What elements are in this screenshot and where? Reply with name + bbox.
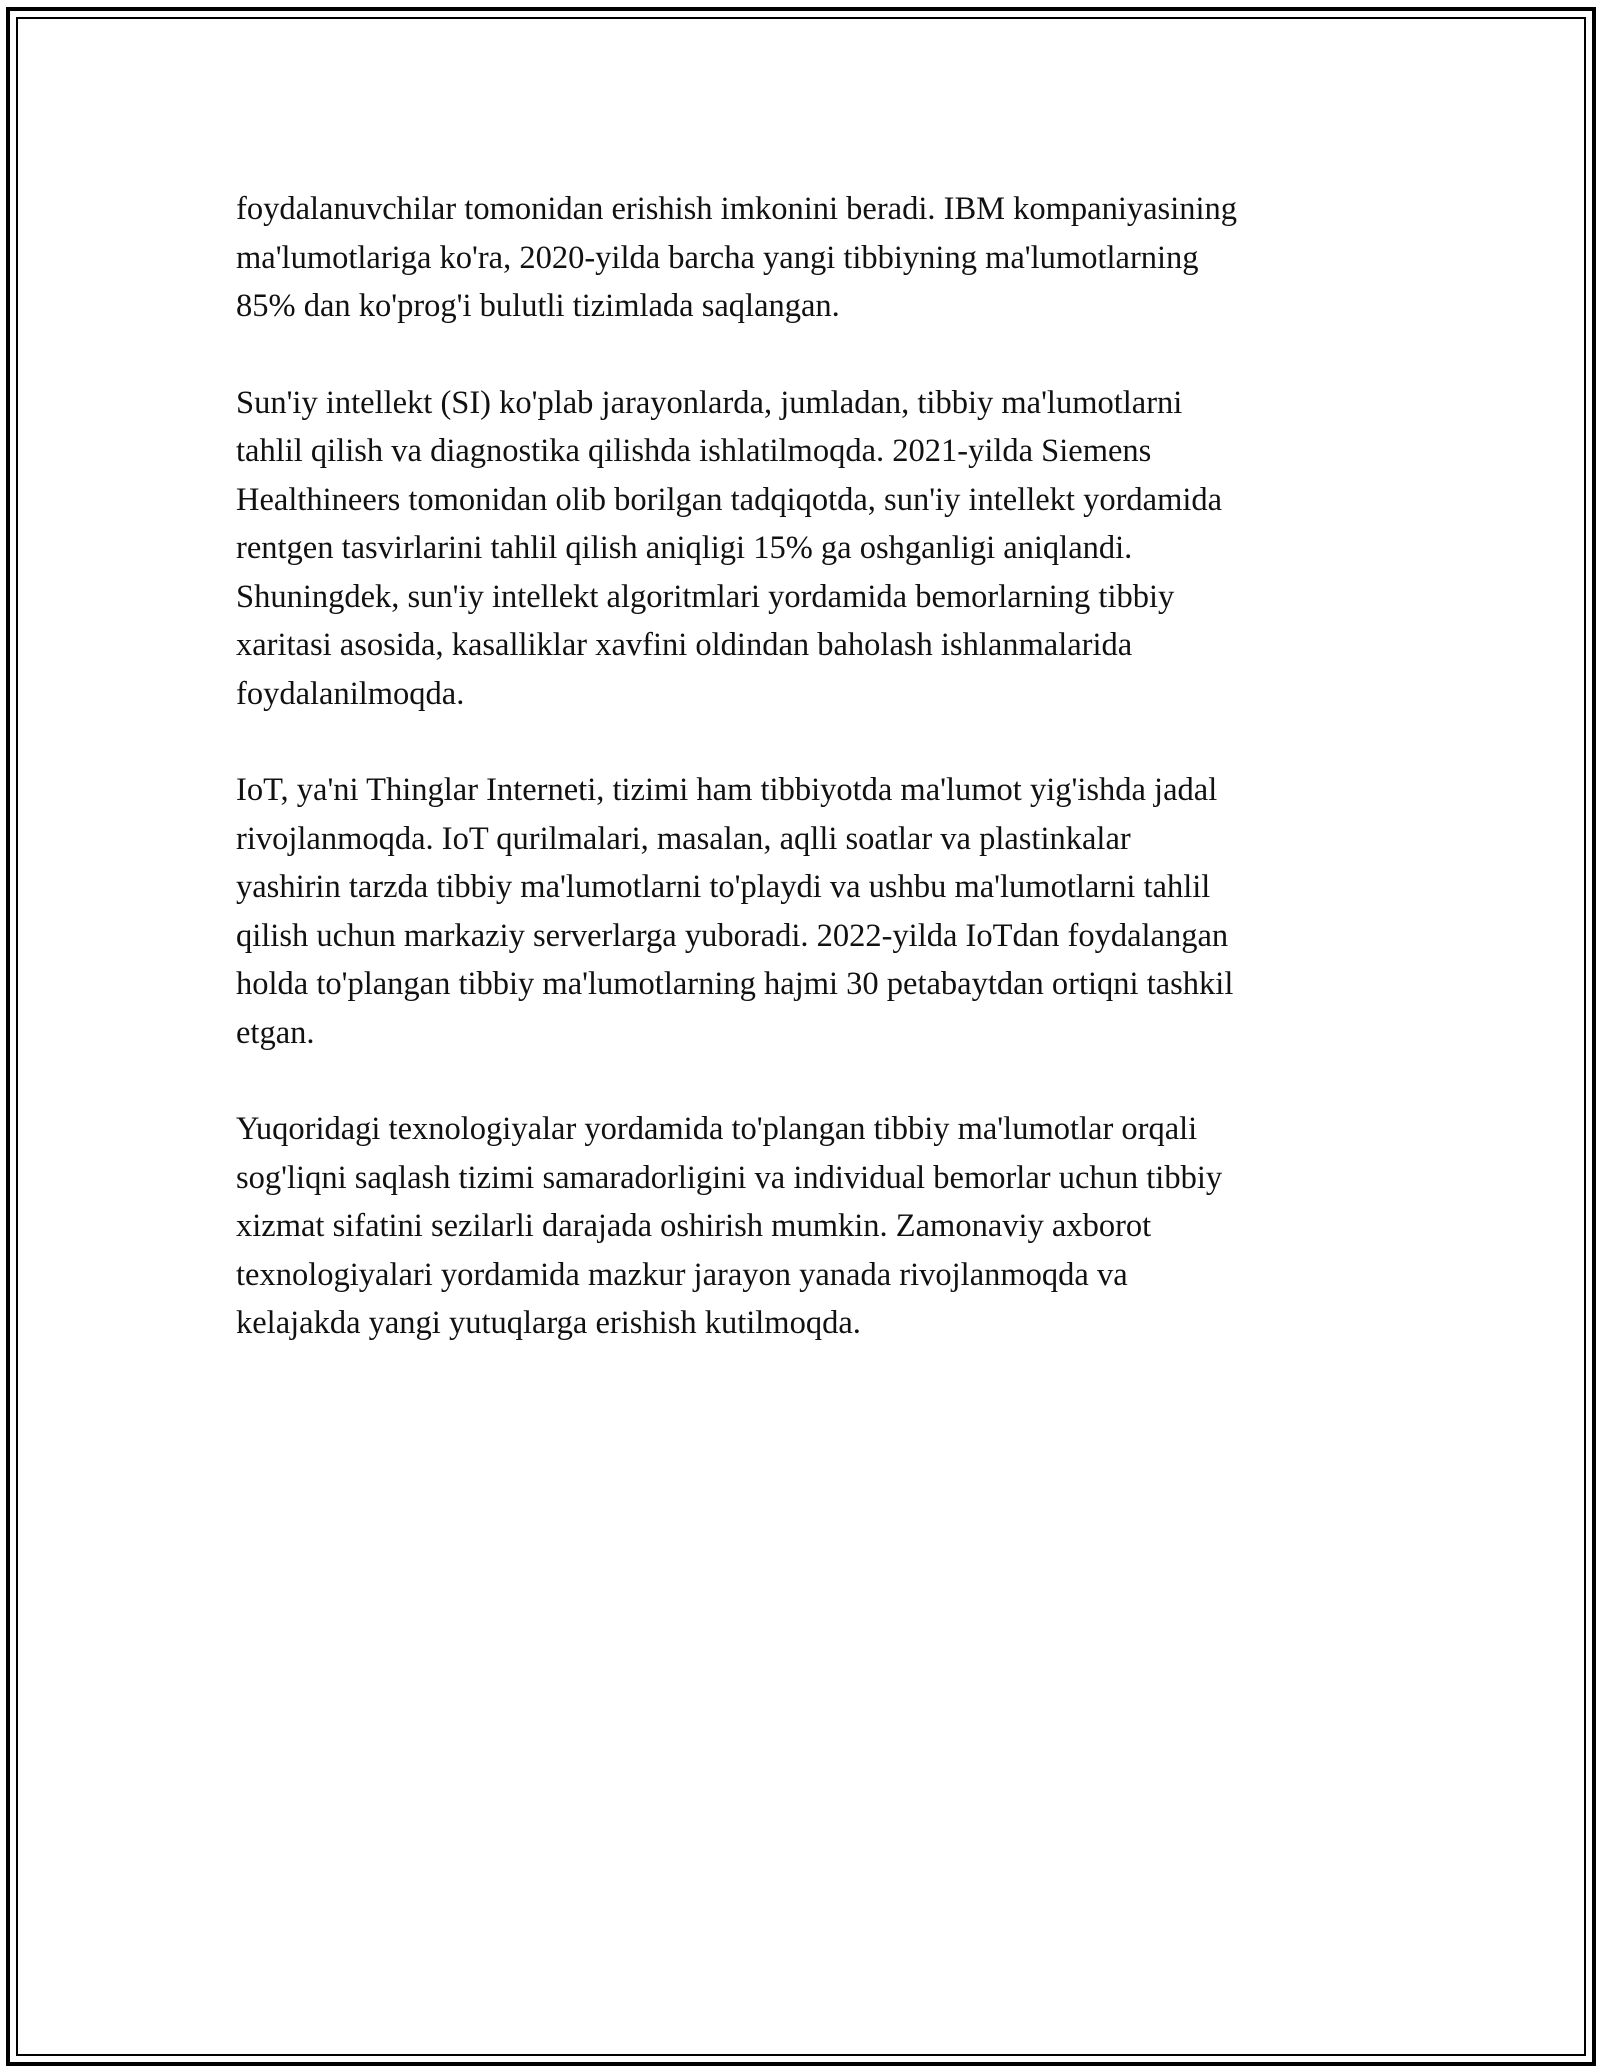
document-body <box>236 185 1376 1396</box>
paragraph-iot: IoT, ya'ni Thinglar Interneti, tizimi ham tibbiyotda ma'lumot yig'ishda jadal rivojlanmoqda. IoT qurilmalari, masalan, aqlli soatlar va plastinkalar yashirin tarzda tibbiy ma'lumotlarni to'playdi va ushbu ma'lumotlarni tahlil qilish uchun markaziy serverlarga yuboradi. 2022-yilda IoTdan foydalangan holda to'plangan tibbiy ma'lumotlarning hajmi 30 petabaytdan ortiqni tashkil etgan. <box>236 772 1234 1051</box>
paragraph-cloud-storage: foydalanuvchilar tomonidan erishish imkonini beradi. IBM kompaniyasining ma'lumotlariga ko'ra, 2020-yilda barcha yangi tibbiyning ma'lumotlarning 85% dan ko'prog'i bulutli tizimlada saqlangan. <box>236 191 1238 324</box>
paragraph-conclusion: Yuqoridagi texnologiyalar yordamida to'plangan tibbiy ma'lumotlar orqali sog'liqni saqlash tizimi samaradorligini va individual bemorlar uchun tibbiy xizmat sifatini sezilarli darajada oshirish mumkin. Zamonaviy axborot texnologiyalari yordamida mazkur jarayon yanada rivojlanmoqda va kelajakda yangi yutuqlarga erishish kutilmoqda. <box>236 1111 1223 1341</box>
paragraph-artificial-intelligence: Sun'iy intellekt (SI) ko'plab jarayonlarda, jumladan, tibbiy ma'lumotlarni tahlil qilish va diagnostika qilishda ishlatilmoqda. 2021-yilda Siemens Healthineers tomonidan olib borilgan tadqiqotda, sun'iy intellekt yordamida rentgen tasvirlarini tahlil qilish aniqligi 15% ga oshganligi aniqlandi. Shuningdek, sun'iy intellekt algoritmlari yordamida bemorlarning tibbiy xaritasi asosida, kasalliklar xavfini oldindan baholash ishlanmalarida foydalanilmoqda. <box>236 384 1223 712</box>
